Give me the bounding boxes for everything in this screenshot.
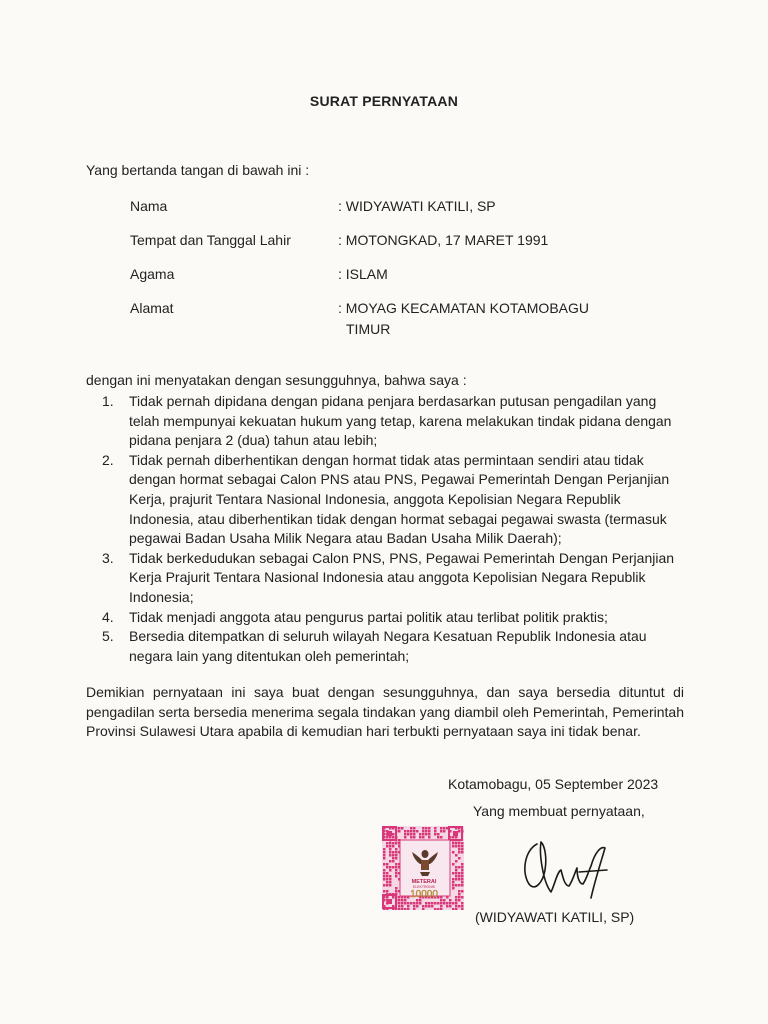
statement-item [86,627,686,666]
stamp-heading: METERAI [411,879,437,885]
statement-item-text: Bersedia ditempatkan di seluruh wilayah Negara Kesatuan Republik Indonesia atau negara lain yang ditentukan oleh pemerintah; [129,628,647,664]
statement-item-number: 3. [102,549,114,566]
identity-label-religion: Agama [130,266,175,282]
identity-value-address-line1: : MOYAG KECAMATAN KOTAMOBAGU [338,300,589,316]
signature-icon [515,832,615,902]
statement-item [86,608,686,628]
statement-item-number: 1. [102,393,114,409]
identity-value-name: : WIDYAWATI KATILI, SP [338,198,496,214]
statement-item [86,451,686,549]
statement-item [86,392,686,451]
statement-item-text: Tidak pernah diberhentikan dengan hormat tidak atas permintaan sendiri atau tidak dengan hormat sebagai Calon PNS atau PNS, Pegawai Pemerintah Dengan Perjanjian Kerja, prajurit Tentara Nasional Indonesia, anggota Kepolisian Negara Republik Indonesia, atau diberhentikan tidak dengan hormat sebagai pegawai swasta (termasuk pegawai Badan Usaha Milik Negara atau Badan Usaha Milik Daerah); [129,451,670,547]
emeterai-stamp-icon [382,826,464,910]
identity-value-address-line2: TIMUR [346,321,391,337]
statement-item-number: 4. [102,608,114,625]
identity-value-religion: : ISLAM [338,266,388,282]
identity-label-birth: Tempat dan Tanggal Lahir [130,232,291,248]
closing-paragraph: Demikian pernyataan ini saya buat dengan sesungguhnya, dan saya bersedia dituntut di pengadilan serta bersedia menerima segala tindakan yang diambil oleh Pemerintah, Pemerintah Provinsi Sulawesi Utara apabila di kemudian hari terbukti pernyataan saya ini tidak benar. [86,684,684,740]
identity-label-address: Alamat [130,300,174,316]
statement-item-text: Tidak berkedudukan sebagai Calon PNS, PNS, Pegawai Pemerintah Dengan Perjanjian Kerja Prajurit Tentara Nasional Indonesia atau anggota Kepolisian Negara Republik Indonesia; [129,549,675,605]
stamp-subheading: ELEKTRONIK [412,885,436,889]
stamp-value: 10000 [410,889,438,900]
intro-text: Yang bertanda tangan di bawah ini : [86,162,310,178]
statement-item-text: Tidak menjadi anggota atau pengurus partai politik atau terlibat politik praktis; [129,608,608,625]
statement-item-text: Tidak pernah dipidana dengan pidana penjara berdasarkan putusan pengadilan yang telah mempunyai kekuatan hukum yang tetap, karena melakukan tindak pidana dengan pidana penjara 2 (dua) tahun atau lebih; [129,393,672,449]
statement-item-number: 5. [102,628,114,645]
identity-label-name: Nama [130,198,168,214]
document-title: SURAT PERNYATAAN [309,93,459,109]
place-date: Kotamobagu, 05 September 2023 [448,776,659,792]
signer-name: (WIDYAWATI KATILI, SP) [475,909,635,925]
identity-value-birth: : MOTONGKAD, 17 MARET 1991 [338,232,549,248]
statement-intro: dengan ini menyatakan dengan sesungguhnya, bahwa saya : [86,372,467,388]
maker-label: Yang membuat pernyataan, [473,803,645,819]
statement-list [86,392,686,666]
statement-item-number: 2. [102,451,114,468]
statement-item [86,549,686,608]
identity-value-address [338,298,618,340]
